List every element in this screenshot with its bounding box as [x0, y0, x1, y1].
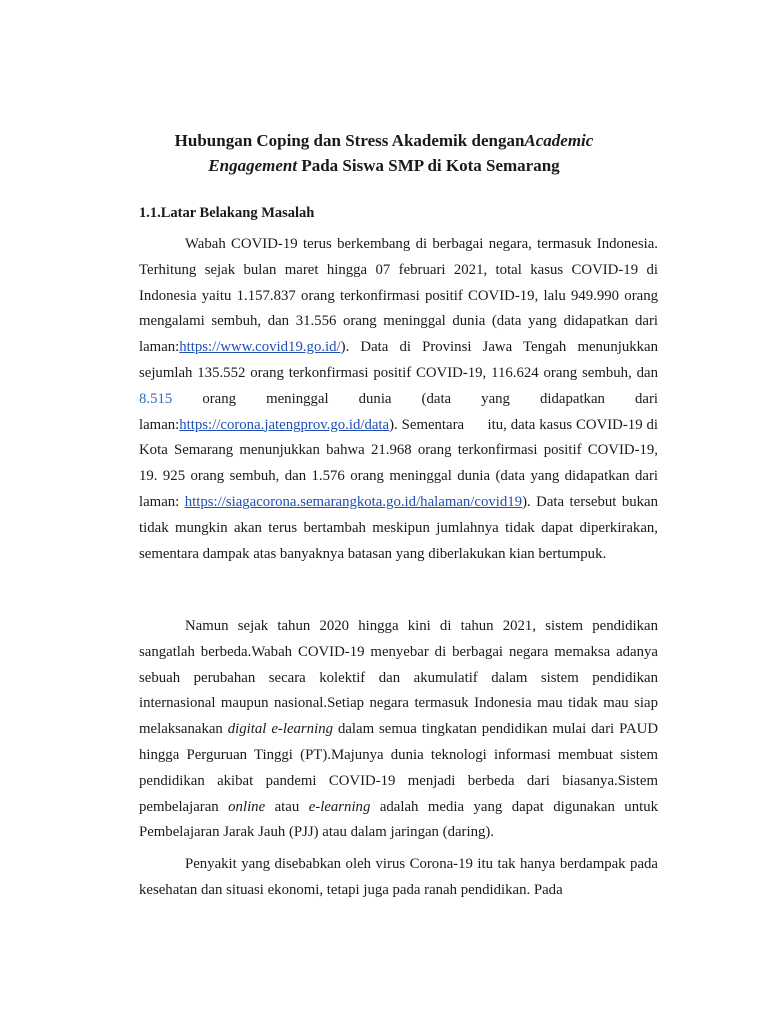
p1-text-2: ). Data di Provinsi Jawa Tengah menunjukkan sejumlah 135.552 orang terkonfirmasi positif COVID-19, 116.624 orang sembuh, dan: [139, 339, 658, 381]
paragraph-2: [139, 614, 658, 846]
p2-italic-2: online: [228, 798, 266, 815]
p2-text-4: adalah media yang dapat digunakan untuk Pembelajaran Jarak Jauh (PJJ) atau dalam jaringan (daring).: [139, 798, 658, 841]
p2-italic-1: digital e-learning: [227, 721, 333, 738]
p2-italic-3: e-learning: [308, 798, 371, 815]
title-part-1: Hubungan Coping dan Stress Akademik dengan: [174, 131, 525, 150]
title-part-4: Pada Siswa SMP di Kota Semarang: [297, 156, 560, 175]
semarangkota-link[interactable]: https://siagacorona.semarangkota.go.id/halaman/covid19: [184, 493, 523, 510]
p1-text-4: ). Sementara itu, data kasus COVID-19 di Kota Semarang menunjukkan bahwa 21.968 orang terkonfirmasi positif COVID-19, 19. 925 orang sembuh, dan 1.576 orang meninggal dunia (data yang didapatkan dari laman:: [139, 416, 662, 510]
section-heading: 1.1.Latar Belakang Masalah: [139, 205, 315, 221]
paragraph-3: [139, 852, 658, 904]
document-title: [110, 128, 658, 178]
paragraph-1: [139, 232, 662, 567]
p1-text-5: ). Data tersebut bukan tidak mungkin akan terus bertambah meskipun jumlahnya tidak dapat diperkirakan, sementara dampak atas banyaknya batasan yang diberlakukan kian bertumpuk.: [139, 493, 658, 562]
p2-text-1: Namun sejak tahun 2020 hingga kini di tahun 2021, sistem pendidikan sangatlah berbeda.Wabah COVID-19 menyebar di berbagai negara memaksa adanya sebuah perubahan secara kolektif dan akumulatif dalam sistem pendidikan internasional maupun nasional.Setiap negara termasuk Indonesia mau tidak mau siap melaksanakan: [139, 618, 658, 738]
death-count-jateng: 8.515: [139, 390, 173, 407]
jatengprov-link[interactable]: https://corona.jatengprov.go.id/data: [179, 416, 390, 433]
title-part-3-italic: Engagement: [208, 156, 298, 175]
p2-text-3: atau: [265, 798, 309, 815]
p1-text-3: orang meninggal dunia (data yang didapatkan dari laman:: [139, 390, 658, 433]
covid19-link[interactable]: https://www.covid19.go.id/: [179, 339, 341, 356]
p3-text-1: Penyakit yang disebabkan oleh virus Corona-19 itu tak hanya berdampak pada kesehatan dan situasi ekonomi, tetapi juga pada ranah pendidikan. Pada: [139, 856, 658, 898]
title-part-2-italic: Academic: [524, 131, 594, 150]
p2-text-2: dalam semua tingkatan pendidikan mulai dari PAUD hingga Perguruan Tinggi (PT).Majunya dunia teknologi informasi membuat sistem pendidikan akibat pandemi COVID-19 menjadi berbeda dari biasanya.Sistem pembelajaran: [139, 721, 659, 815]
p1-text-1: Wabah COVID-19 terus berkembang di berbagai negara, termasuk Indonesia. Terhitung sejak bulan maret hingga 07 februari 2021, total kasus COVID-19 di Indonesia yaitu 1.157.837 orang terkonfirmasi positif COVID-19, lalu 949.990 orang mengalami sembuh, dan 31.556 orang meninggal dunia (data yang didapatkan dari laman:: [139, 236, 658, 356]
